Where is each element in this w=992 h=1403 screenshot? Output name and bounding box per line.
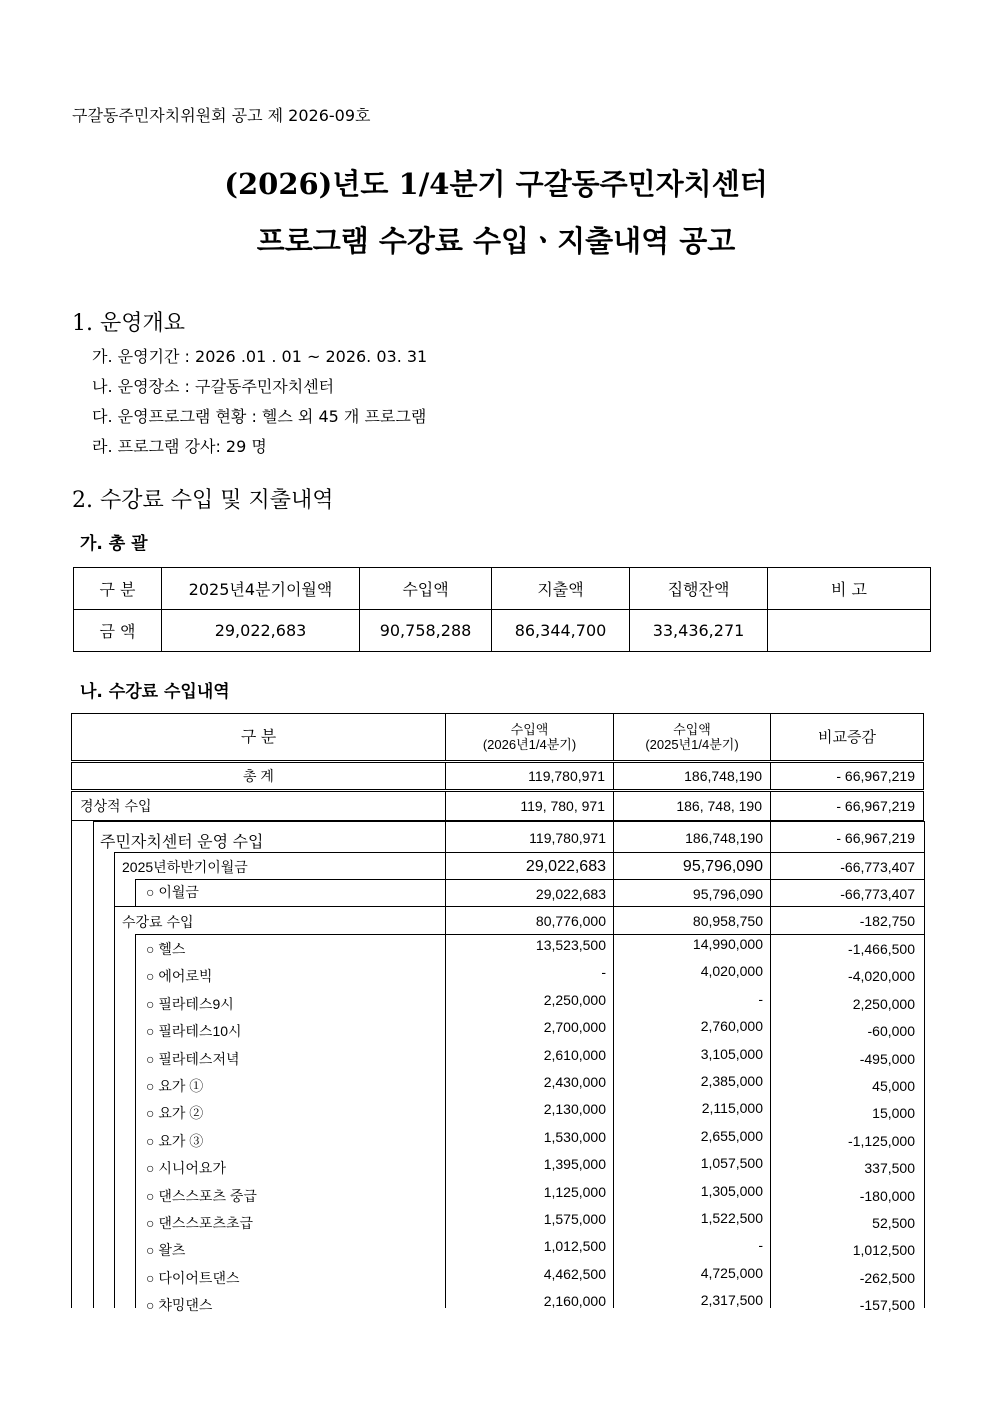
value-diff: -66,773,407	[840, 859, 915, 875]
value-diff: 52,500	[872, 1215, 915, 1231]
value-2025: 186,748,190	[685, 830, 763, 846]
section1-item: 나. 운영장소 : 구갈동주민자치센터	[92, 377, 335, 396]
value-2026: 1,125,000	[543, 1183, 606, 1200]
income-regular-row	[72, 791, 924, 821]
value-2026: 2,700,000	[543, 1019, 606, 1036]
value-2025: 14,990,000	[692, 936, 763, 952]
value-diff: - 66,967,219	[836, 830, 915, 846]
value-2026: 80,776,000	[535, 913, 606, 929]
value-2026: 4,462,500	[543, 1265, 606, 1282]
col-divider	[613, 821, 614, 1308]
value-diff: -60,000	[867, 1023, 915, 1040]
program-name: ○ 요가 ①	[146, 1078, 204, 1094]
value-diff: -157,500	[859, 1297, 915, 1314]
value-2026: 2,610,000	[543, 1046, 606, 1063]
row-divider	[135, 934, 924, 935]
indent-line	[114, 852, 115, 1308]
value-2025: 95,796,090	[692, 886, 763, 902]
income-header-row	[72, 714, 924, 762]
indent-line	[135, 934, 136, 1308]
value-diff: 45,000	[872, 1078, 915, 1094]
summary-header-cell: 집행잔액	[630, 568, 768, 610]
summary-cell: 금 액	[74, 610, 162, 652]
income-header-cell: 구 분	[72, 714, 446, 762]
value-diff: -1,466,500	[848, 941, 915, 957]
summary-subheading: 가. 총 괄	[80, 534, 148, 554]
summary-table	[73, 567, 931, 652]
section2-heading: 2. 수강료 수입 및 지출내역	[72, 488, 334, 513]
section1-heading: 1. 운영개요	[72, 311, 185, 336]
value-diff: -1,125,000	[848, 1132, 915, 1149]
value-2026: 1,530,000	[543, 1128, 606, 1145]
col-divider	[770, 821, 771, 1308]
row-label: 경상적 수입	[72, 791, 446, 821]
income-detail-block	[71, 821, 925, 1314]
value-2025: 2,385,000	[700, 1073, 763, 1089]
summary-cell	[768, 610, 931, 652]
value-2025: 80,958,750	[692, 913, 763, 929]
notice-number: 구갈동주민자치위원회 공고 제 2026-09호	[72, 106, 371, 125]
value-2026: 29,022,683	[525, 858, 606, 875]
value-2026: 119,780,971	[529, 830, 606, 846]
income-subheading: 나. 수강료 수입내역	[80, 682, 230, 702]
value-diff: -4,020,000	[848, 968, 915, 985]
value-2026: 119, 780, 971	[446, 791, 614, 821]
row-divider	[135, 879, 924, 880]
page-title-line2: 프로그램 수강료 수입ㆍ지출내역 공고	[256, 224, 736, 258]
row-label: 2025년하반기이월금	[122, 859, 248, 875]
value-2025: 1,057,500	[700, 1155, 763, 1172]
value-2026: 1,012,500	[543, 1238, 606, 1255]
income-header-cell: 수입액 (2025년1/4분기)	[614, 714, 771, 762]
value-2025: 3,105,000	[700, 1045, 763, 1062]
row-label: 총 계	[72, 762, 446, 791]
value-2026: 29,022,683	[535, 886, 606, 902]
value-2025: 4,725,000	[700, 1264, 763, 1281]
value-2026: 2,160,000	[543, 1293, 606, 1310]
program-name: ○ 헬스	[146, 941, 186, 957]
program-name: ○ 댄스스포츠 중급	[146, 1187, 257, 1204]
value-2026: 1,575,000	[543, 1211, 606, 1227]
program-name: ○ 필라테스9시	[146, 995, 234, 1012]
summary-header-cell: 지출액	[492, 568, 630, 610]
income-header-cell: 수입액 (2026년1/4분기)	[446, 714, 614, 762]
summary-header-cell: 비 고	[768, 568, 931, 610]
value-2025: -	[758, 990, 763, 1007]
value-diff: -262,500	[859, 1269, 915, 1286]
program-name: ○ 챠밍댄스	[146, 1297, 213, 1314]
value-diff: - 66,967,219	[771, 791, 924, 821]
program-name: ○ 왈츠	[146, 1242, 186, 1259]
value-2026: -	[601, 964, 606, 981]
program-name: ○ 요가 ②	[146, 1105, 204, 1122]
indent-line	[135, 879, 136, 906]
summary-cell: 90,758,288	[360, 610, 492, 652]
row-divider	[93, 821, 924, 822]
value-2025: 95,796,090	[682, 858, 763, 875]
row-label: ○ 이월금	[146, 884, 199, 900]
value-2025: 1,522,500	[700, 1210, 763, 1226]
col-divider	[445, 821, 446, 1308]
summary-cell: 29,022,683	[162, 610, 360, 652]
program-name: ○ 댄스스포츠초급	[146, 1215, 254, 1231]
summary-header-row	[74, 568, 931, 610]
value-2026: 2,130,000	[543, 1101, 606, 1118]
program-name: ○ 다이어트댄스	[146, 1269, 240, 1286]
section1-item: 라. 프로그램 강사: 29 명	[92, 437, 267, 456]
page-title-line1: (2026)년도 1/4분기 구갈동주민자치센터	[224, 167, 768, 201]
value-diff: -180,000	[859, 1187, 915, 1204]
row-divider	[114, 852, 924, 853]
income-table	[71, 713, 924, 821]
value-diff: -66,773,407	[840, 886, 915, 902]
value-diff: -182,750	[859, 913, 915, 929]
value-2025: -	[758, 1237, 763, 1254]
row-label: 수강료 수입	[122, 914, 194, 930]
value-2025: 2,655,000	[700, 1127, 763, 1144]
summary-header-cell: 구 분	[74, 568, 162, 610]
value-diff: 15,000	[872, 1105, 915, 1122]
row-divider	[114, 906, 924, 907]
value-2026: 1,395,000	[543, 1156, 606, 1173]
value-diff: 1,012,500	[852, 1242, 915, 1259]
value-2025: 186,748,190	[614, 762, 771, 791]
income-header-cell: 비교증감	[771, 714, 924, 762]
program-name: ○ 필라테스저녁	[146, 1050, 240, 1067]
value-2026: 2,250,000	[543, 991, 606, 1008]
program-name: ○ 필라테스10시	[146, 1023, 242, 1040]
income-total-row	[72, 762, 924, 791]
summary-value-row	[74, 610, 931, 652]
value-diff: -495,000	[859, 1050, 915, 1067]
value-diff: - 66,967,219	[771, 762, 924, 791]
value-2025: 2,760,000	[700, 1018, 763, 1035]
summary-header-cell: 2025년4분기이월액	[162, 568, 360, 610]
value-2025: 2,115,000	[701, 1100, 763, 1117]
program-name: ○ 시니어요가	[146, 1160, 226, 1177]
indent-line	[93, 821, 94, 1308]
value-2025: 1,305,000	[700, 1182, 763, 1199]
program-name: ○ 요가 ③	[146, 1132, 204, 1149]
value-2026: 2,430,000	[543, 1074, 606, 1090]
value-diff: 337,500	[864, 1160, 915, 1177]
value-2025: 186, 748, 190	[614, 791, 771, 821]
summary-cell: 86,344,700	[492, 610, 630, 652]
row-label: 주민자치센터 운영 수입	[100, 834, 264, 851]
summary-cell: 33,436,271	[630, 610, 768, 652]
value-diff: 2,250,000	[852, 995, 915, 1012]
value-2026: 13,523,500	[535, 937, 606, 953]
value-2026: 119,780,971	[446, 762, 614, 791]
summary-header-cell: 수입액	[360, 568, 492, 610]
value-2025: 4,020,000	[700, 963, 763, 980]
program-name: ○ 에어로빅	[146, 968, 213, 985]
value-2025: 2,317,500	[700, 1292, 763, 1309]
section1-item: 가. 운영기간 : 2026 .01 . 01 ~ 2026. 03. 31	[92, 347, 428, 366]
section1-item: 다. 운영프로그램 현황 : 헬스 외 45 개 프로그램	[92, 407, 427, 426]
